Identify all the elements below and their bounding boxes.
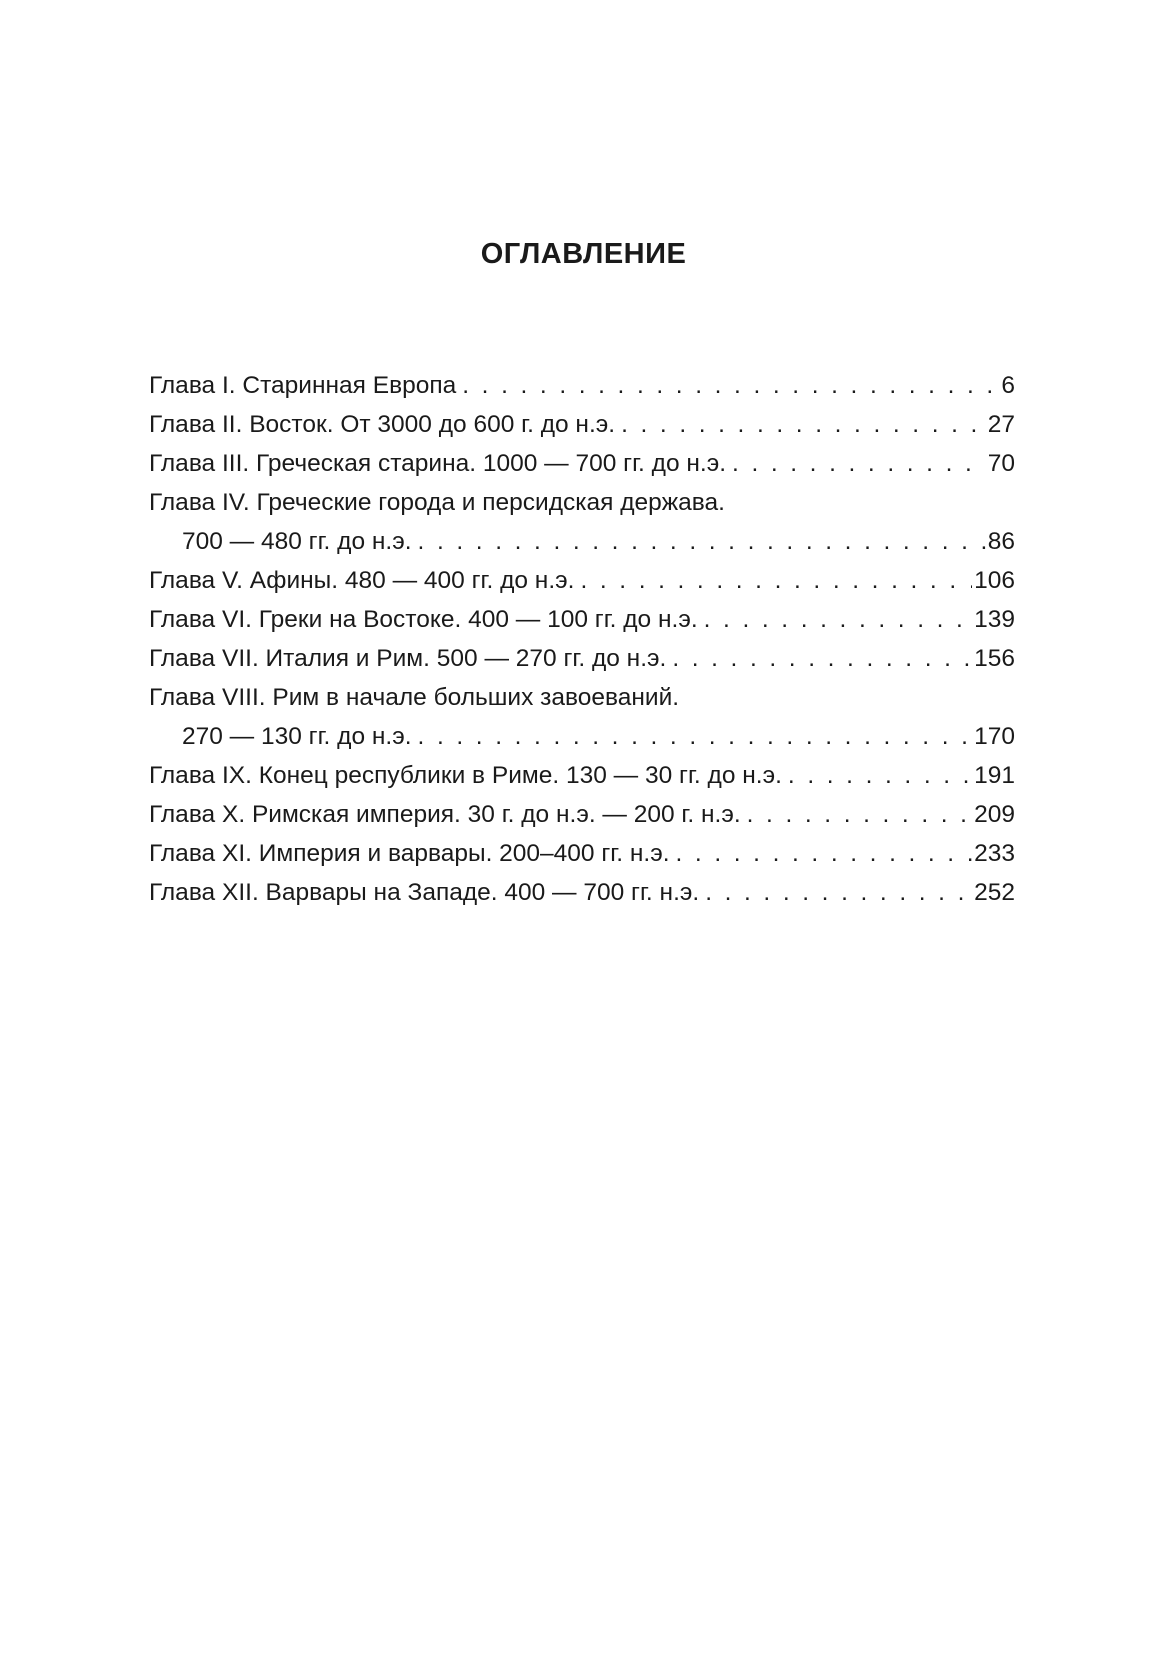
toc-entry-link[interactable] [149,600,1015,639]
toc-entry-title: Глава VI. Греки на Востоке. 400 — 100 гг. до н.э. [149,606,698,633]
toc-page-number: 70 [987,450,1015,477]
toc-entry-link[interactable] [149,756,1015,795]
toc-entry-link[interactable] [149,834,1015,873]
toc-page-number: 209 [974,801,1015,828]
toc-page-number: 139 [974,606,1015,633]
toc-entry-link[interactable] [149,444,1015,483]
toc-page-number: 27 [987,411,1015,438]
toc-page-number: 191 [974,762,1015,789]
toc-entry [149,795,1015,834]
toc-entry-title: Глава V. Афины. 480 — 400 гг. до н.э. [149,567,575,594]
toc-entry-title: Глава XI. Империя и варвары. 200–400 гг. н.э. [149,840,670,867]
dot-leader [698,600,972,639]
dot-leader [782,756,972,795]
toc-entry-title-continued: 270 — 130 гг. до н.э. [182,723,412,750]
toc-entry [149,678,1015,756]
dot-leader [726,444,986,483]
toc-entry-title: Глава I. Старинная Европа [149,372,457,399]
toc-entry-link[interactable] [149,561,1015,600]
toc-entry-link[interactable] [149,795,1015,834]
dot-leader [412,717,973,756]
dot-leader [412,522,986,561]
toc-entry [149,444,1015,483]
toc-entry-title: Глава X. Римская империя. 30 г. до н.э. — 200 г. н.э. [149,801,741,828]
toc-entry-title: Глава XII. Варвары на Западе. 400 — 700 гг. н.э. [149,879,700,906]
toc-entry-link-continued[interactable] [149,522,1015,561]
toc-entry [149,834,1015,873]
toc-page-number: 156 [974,645,1015,672]
toc-entry-link-continued[interactable] [149,717,1015,756]
dot-leader [615,405,986,444]
dot-leader [670,834,973,873]
toc-entry [149,873,1015,912]
toc-entry [149,483,1015,561]
toc-entry [149,756,1015,795]
toc-page-number: 252 [974,879,1015,906]
toc-entry-title: Глава VIII. Рим в начале больших завоеваний. [149,684,680,711]
toc-page-number: 86 [987,528,1015,555]
toc-entry [149,366,1015,405]
toc-entry-title-continued: 700 — 480 гг. до н.э. [182,528,412,555]
dot-leader [666,639,972,678]
dot-leader [699,873,972,912]
toc-entry [149,405,1015,444]
dot-leader [574,561,972,600]
toc-page-number: 6 [1001,372,1015,399]
toc-entry-link[interactable] [149,405,1015,444]
toc-entry-title: Глава VII. Италия и Рим. 500 — 270 гг. до н.э. [149,645,667,672]
table-of-contents [149,366,1015,912]
toc-entry-title: Глава II. Восток. От 3000 до 600 г. до н.э. [149,411,616,438]
toc-page-number: 170 [974,723,1015,750]
toc-entry [149,561,1015,600]
page-title: ОГЛАВЛЕНИЕ [480,238,687,270]
toc-entry-link[interactable] [149,873,1015,912]
toc-entry-title: Глава III. Греческая старина. 1000 — 700 гг. до н.э. [149,450,727,477]
toc-entry-title: Глава IV. Греческие города и персидская держава. [149,489,725,516]
toc-page-number: 233 [974,840,1015,867]
toc-entry-link[interactable] [149,483,1015,522]
toc-entry-link[interactable] [149,678,1015,717]
dot-leader [741,795,972,834]
toc-entry [149,600,1015,639]
toc-entry [149,639,1015,678]
toc-entry-link[interactable] [149,639,1015,678]
dot-leader [456,366,999,405]
toc-entry-title: Глава IX. Конец республики в Риме. 130 — 30 гг. до н.э. [149,762,782,789]
toc-entry-link[interactable] [149,366,1015,405]
toc-page-number: 106 [974,567,1015,594]
